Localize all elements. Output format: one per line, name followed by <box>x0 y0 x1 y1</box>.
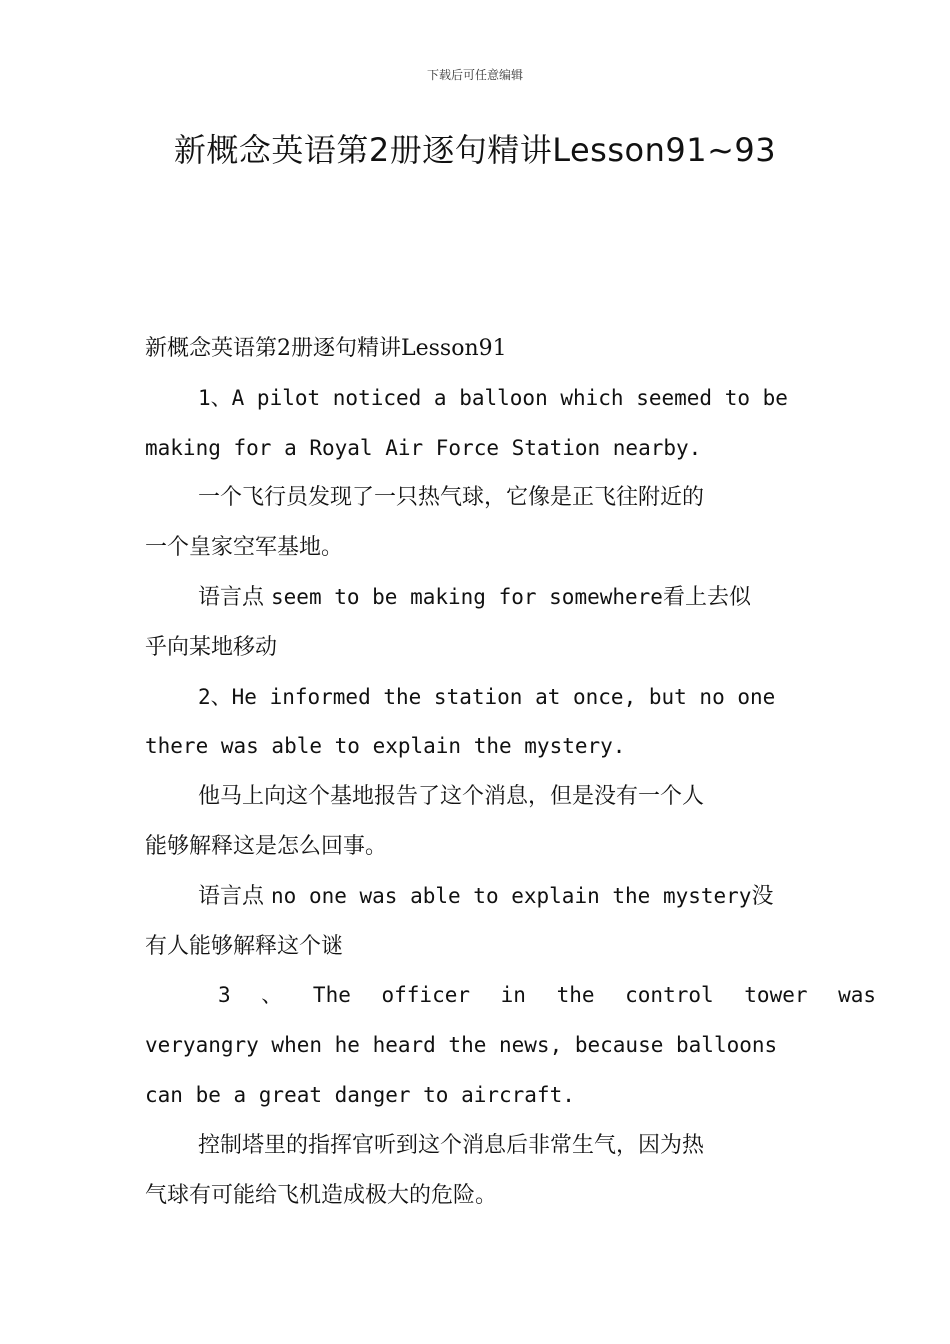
document-body <box>145 324 877 1220</box>
language-point-label: 语言点 <box>198 883 265 909</box>
sentence-3-chinese-line-1: 控制塔里的指挥官听到这个消息后非常生气，因为热 <box>198 1132 705 1158</box>
sentence-1-english-line-1: 1、A pilot noticed a balloon which seemed to be <box>198 385 788 410</box>
sentence-2-chinese-line-2: 能够解释这是怎么回事。 <box>145 833 388 859</box>
sentence-1-chinese-line-1: 一个飞行员发现了一只热气球，它像是正飞往附近的 <box>198 485 705 511</box>
sentence-2-chinese-line-1: 他马上向这个基地报告了这个消息，但是没有一个人 <box>198 784 705 810</box>
sentence-2-english-line-1: 2、He informed the station at once, but no one <box>198 684 776 709</box>
sentence-1-language-point <box>145 573 805 623</box>
sentence-3-chinese-line-2: 气球有可能给飞机造成极大的危险。 <box>145 1182 498 1208</box>
sentence-1-english-line-2: making for a Royal Air Force Station nearby. <box>145 435 702 460</box>
language-point-phrase: seem to be making for somewhere <box>271 584 663 609</box>
sentence-2-english-line-2: there was able to explain the mystery. <box>145 734 626 759</box>
language-point-label: 语言点 <box>198 584 265 610</box>
document-title: 新概念英语第2册逐句精讲Lesson91~93 <box>173 131 777 169</box>
lesson-heading: 新概念英语第2册逐句精讲Lesson91 <box>145 336 507 361</box>
sentence-1-chinese-line-2: 一个皇家空军基地。 <box>145 535 344 561</box>
sentence-3-english-line-1: 3 、 The officer in the control tower was <box>218 983 877 1008</box>
language-point-translation: 看上去似 <box>662 584 751 610</box>
language-point-translation: 没 <box>751 883 774 909</box>
sentence-3-english-line-3: can be a great danger to aircraft. <box>145 1082 575 1107</box>
header-note: 下载后可任意编辑 <box>426 68 523 82</box>
language-point-phrase: no one was able to explain the mystery <box>271 883 752 908</box>
sentence-1-language-point-line-2: 乎向某地移动 <box>145 634 278 660</box>
sentence-3-english-line-2: veryangry when he heard the news, because balloons <box>145 1033 778 1058</box>
sentence-2-language-point <box>145 872 805 922</box>
sentence-2-language-point-line-2: 有人能够解释这个谜 <box>145 933 344 959</box>
